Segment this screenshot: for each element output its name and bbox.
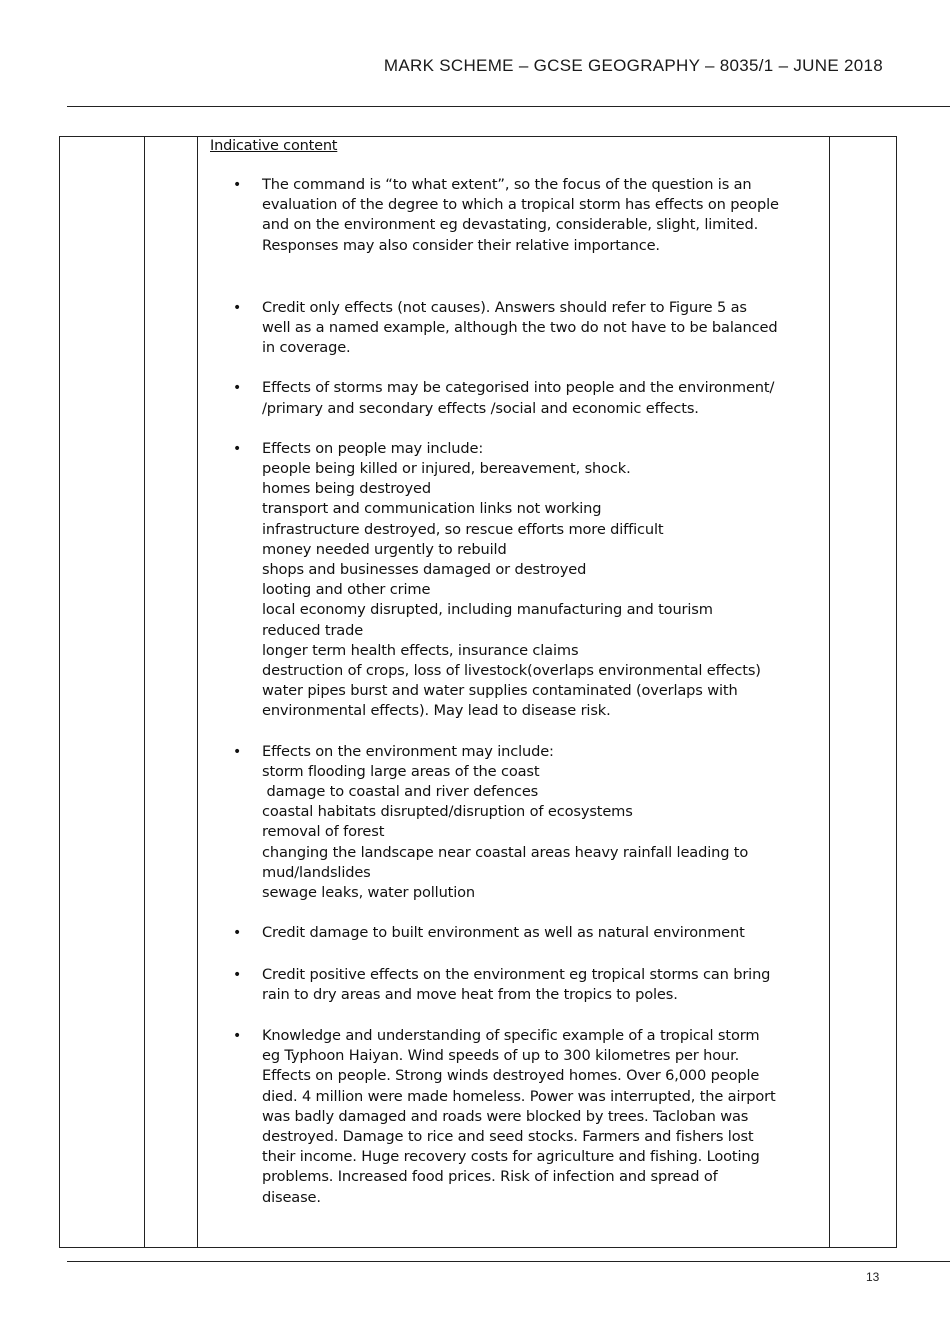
indicative-points-list — [210, 175, 829, 1208]
point-line: Effects on the environment may include: — [262, 742, 554, 760]
bullet-icon: • — [233, 925, 242, 942]
point-line: money needed urgently to rebuild — [262, 540, 507, 558]
point-line: infrastructure destroyed, so rescue efforts more difficult — [262, 520, 664, 538]
bullet-icon: • — [233, 743, 242, 760]
point-line: Credit positive effects on the environment eg tropical storms can bring — [262, 965, 771, 983]
bullet-icon: • — [233, 177, 242, 193]
table-column-divider — [144, 137, 145, 1247]
point-line: The command is “to what extent”, so the focus of the question is an — [262, 176, 752, 193]
mark-scheme-table — [59, 136, 897, 1248]
point-line: Effects on people. Strong winds destroyed homes. Over 6,000 people — [262, 1067, 760, 1085]
point-line: people being killed or injured, bereavement, shock. — [262, 460, 631, 478]
bullet-icon: • — [233, 1027, 242, 1044]
footer-rule — [67, 1261, 950, 1262]
list-item — [210, 742, 829, 904]
point-line: well as a named example, although the two do not have to be balanced — [262, 319, 778, 337]
point-line: water pipes burst and water supplies contaminated (overlaps with — [262, 682, 738, 700]
point-line: longer term health effects, insurance claims — [262, 641, 579, 659]
bullet-icon: • — [233, 440, 242, 457]
point-line: eg Typhoon Haiyan. Wind speeds of up to 300 kilometres per hour. — [262, 1047, 740, 1065]
list-item — [210, 298, 829, 359]
point-line: Effects of storms may be categorised into people and the environment/ — [262, 379, 775, 397]
point-line: and on the environment eg devastating, considerable, slight, limited. — [262, 216, 759, 234]
list-item — [210, 1026, 829, 1208]
point-line: Knowledge and understanding of specific example of a tropical storm — [262, 1026, 760, 1044]
point-line: was badly damaged and roads were blocked by trees. Tacloban was — [262, 1107, 749, 1125]
indicative-content-heading: Indicative content — [210, 138, 338, 154]
header-rule — [67, 106, 950, 107]
point-line: mud/landslides — [262, 863, 371, 881]
point-line: in coverage. — [262, 339, 351, 357]
point-line: Effects on people may include: — [262, 439, 484, 457]
bullet-icon: • — [233, 299, 242, 316]
list-item — [210, 923, 829, 943]
bullet-icon: • — [233, 966, 242, 983]
point-line: Credit damage to built environment as well as natural environment — [262, 924, 745, 942]
point-line: their income. Huge recovery costs for agriculture and fishing. Looting — [262, 1148, 760, 1166]
point-line: sewage leaks, water pollution — [262, 884, 476, 902]
point-line: Responses may also consider their relative importance. — [262, 236, 660, 254]
document-header-title: MARK SCHEME – GCSE GEOGRAPHY – 8035/1 – JUNE 2018 — [383, 56, 883, 75]
point-line: coastal habitats disrupted/disruption of ecosystems — [262, 803, 633, 821]
indicative-content-cell — [197, 137, 829, 1247]
point-line: changing the landscape near coastal areas heavy rainfall leading to — [262, 843, 749, 861]
point-line: homes being destroyed — [262, 480, 431, 498]
point-line: destroyed. Damage to rice and seed stocks. Farmers and fishers lost — [262, 1127, 754, 1145]
point-line: reduced trade — [262, 621, 364, 639]
point-line: removal of forest — [262, 823, 385, 841]
point-line: local economy disrupted, including manufacturing and tourism — [262, 601, 713, 619]
point-line: rain to dry areas and move heat from the tropics to poles. — [262, 985, 678, 1003]
point-line: environmental effects). May lead to disease risk. — [262, 702, 611, 720]
list-item — [210, 439, 829, 722]
list-item — [210, 965, 829, 1005]
list-item — [210, 378, 829, 418]
point-line: /primary and secondary effects /social and economic effects. — [262, 399, 699, 417]
point-line: problems. Increased food prices. Risk of infection and spread of — [262, 1168, 718, 1186]
point-line: destruction of crops, loss of livestock(overlaps environmental effects) — [262, 662, 761, 680]
point-line: evaluation of the degree to which a tropical storm has effects on people — [262, 196, 779, 214]
bullet-icon: • — [233, 380, 242, 397]
point-line: disease. — [262, 1188, 321, 1206]
point-line: died. 4 million were made homeless. Power was interrupted, the airport — [262, 1087, 776, 1105]
point-line: looting and other crime — [262, 581, 431, 599]
point-line: shops and businesses damaged or destroyed — [262, 561, 587, 579]
list-item — [210, 175, 829, 256]
point-line: transport and communication links not working — [262, 500, 602, 518]
table-column-divider — [829, 137, 830, 1247]
point-line: damage to coastal and river defences — [262, 783, 539, 801]
page-number: 13 — [866, 1270, 880, 1284]
point-line: Credit only effects (not causes). Answers should refer to Figure 5 as — [262, 298, 747, 316]
point-line: storm flooding large areas of the coast — [262, 762, 540, 780]
